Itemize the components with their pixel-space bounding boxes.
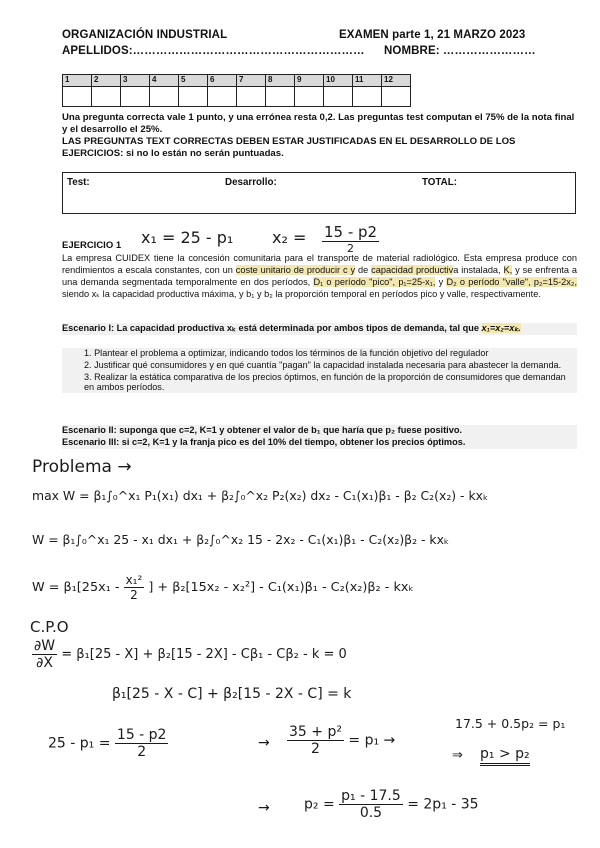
grid-label: 3 (121, 75, 150, 87)
score-box (62, 172, 576, 214)
grid-label: 8 (266, 75, 295, 87)
fraction-numerator: 15 - p2 (324, 223, 378, 241)
answer-cell[interactable] (150, 87, 179, 107)
grid-label: 10 (324, 75, 353, 87)
exercise-statement (62, 253, 577, 301)
handwritten-inequality: p₁ > p₂ (480, 746, 530, 766)
answer-cell[interactable] (237, 87, 266, 107)
grid-label: 12 (382, 75, 411, 87)
statement-text: y se enfrenta a una demanda segmentada temporalmente en dos períodos, (62, 264, 577, 287)
scenario-2: Escenario II: suponga que c=2, K=1 y obtener el valor de b₁ que haría que p₂ fuese positivo. (62, 425, 577, 437)
fraction-numerator: 15 - p2 (116, 727, 167, 743)
handwritten-cpo: C.P.O (30, 618, 69, 636)
fraction-denominator: 2 (347, 242, 355, 255)
scenario-1-highlight: x₁=x₂=xₖ. (481, 323, 521, 333)
exercise-title: EJERCICIO 1 (62, 240, 122, 251)
handwritten-p1-solution: 17.5 + 0.5p₂ = p₁ (455, 716, 566, 731)
expr-part: = β₁[25 - X] + β₂[15 - 2X] - Cβ₁ - Cβ₂ - k = 0 (61, 647, 347, 662)
fraction-denominator: 2 (130, 588, 138, 602)
grid-label: 1 (63, 75, 92, 87)
highlight-demand-peak: D₁ o período "pico", p₁=25-x₁, (313, 276, 436, 287)
handwritten-x2-fraction (322, 223, 379, 255)
implies-symbol: ⇒ (452, 748, 463, 763)
answer-cell[interactable] (92, 87, 121, 107)
handwritten-b-equation: β₁[25 - X - C] + β₂[15 - 2X - C] = k (112, 686, 352, 702)
handwritten-w-expanded (32, 573, 414, 602)
grid-label: 5 (179, 75, 208, 87)
statement-text: a instalada, (453, 264, 504, 275)
answer-cell[interactable] (382, 87, 411, 107)
grid-label: 11 (353, 75, 382, 87)
arrow-symbol: → (258, 800, 270, 816)
expr-part: = p₁ → (348, 732, 396, 749)
task-item: 2. Justificar qué consumidores y en qué cuantía "pagan" la capacidad instalada necesaria para abastecer la demanda. (84, 359, 562, 370)
score-test-label: Test: (67, 177, 90, 188)
answer-cell[interactable] (179, 87, 208, 107)
statement-text: de (355, 264, 372, 275)
expr-part: 25 - p₁ = (48, 735, 111, 752)
handwritten-p1-relation (287, 724, 395, 757)
statement-text: y (435, 276, 447, 287)
answer-cell[interactable] (266, 87, 295, 107)
fraction-denominator: 2 (311, 741, 320, 757)
course-title: ORGANIZACIÓN INDUSTRIAL (62, 29, 228, 41)
handwritten-derivative (32, 638, 347, 671)
score-total-label: TOTAL: (422, 177, 458, 188)
scenario-3: Escenario III: si c=2, K=1 y la franja pico es del 10% del tiempo, obtener los precios óptimos. (62, 437, 577, 449)
fraction-denominator: ∂X (36, 655, 53, 671)
expr-part: W = β₁[25x₁ - (32, 580, 120, 595)
answer-cell[interactable] (63, 87, 92, 107)
fraction-numerator: p₁ - 17.5 (341, 788, 401, 804)
exam-title: EXAMEN parte 1, 21 MARZO 2023 (339, 29, 526, 41)
answer-grid (62, 74, 411, 107)
expr-part: ] + β₂[15x₂ - x₂²] - C₁(x₁)β₁ - C₂(x₂)β₂ - kxₖ (148, 580, 414, 595)
answer-cell[interactable] (295, 87, 324, 107)
fraction-denominator: 0.5 (359, 805, 383, 821)
expr-part: = 2p₁ - 35 (407, 796, 479, 813)
name-field: NOMBRE: …………………… (384, 45, 536, 57)
scenario-1 (62, 323, 577, 335)
handwritten-w-integral: W = β₁∫₀^x₁ 25 - x₁ dx₁ + β₂∫₀^x₂ 15 - 2x₂ - C₁(x₁)β₁ - C₂(x₂)β₂ - kxₖ (32, 532, 450, 547)
answer-cell[interactable] (121, 87, 150, 107)
grid-label: 7 (237, 75, 266, 87)
grid-label: 4 (150, 75, 179, 87)
statement-text: siendo xₖ la capacidad productiva máxima, y b₁ y b₂ la proporción temporal en períodos pico y valle, respectivamente. (62, 288, 541, 299)
highlight-k: K, (503, 264, 513, 275)
score-dev-label: Desarrollo: (225, 177, 277, 188)
grid-label: 9 (295, 75, 324, 87)
arrow-symbol: → (258, 735, 270, 751)
justification-rules: LAS PREGUNTAS TEXT CORRECTAS DEBEN ESTAR JUSTIFICADAS EN EL DESARROLLO DE LOS EJERCICIOS: si no lo están no serán puntuadas. (62, 136, 516, 159)
handwritten-x1: x₁ = 25 - p₁ (141, 228, 234, 247)
task-list (62, 348, 577, 393)
answer-cell[interactable] (324, 87, 353, 107)
handwritten-x2-label: x₂ = (272, 228, 307, 247)
grid-label: 6 (208, 75, 237, 87)
answer-cell[interactable] (353, 87, 382, 107)
scoring-rules: Una pregunta correcta vale 1 punto, y una errónea resta 0,2. Las preguntas test computan el 75% de la nota final y el desarrollo el 25%. (62, 112, 575, 135)
answer-cell[interactable] (208, 87, 237, 107)
statement-text: La empresa CUIDEX tiene la concesión comunitaria para el transporte de material radiológico. Esta empresa produce con rendimientos a escala constantes, con un (62, 253, 577, 275)
task-item: 1. Plantear el problema a optimizar, indicando todos los términos de la función objetivo del regulador (84, 348, 489, 358)
highlight-unit-cost: coste unitario de producir c y (235, 264, 356, 275)
handwritten-p2-solution (304, 788, 479, 821)
expr-part: p₂ = (304, 796, 335, 813)
answer-grid-cells (63, 87, 411, 107)
answer-grid-labels (63, 75, 411, 87)
highlight-capacity: capacidad productiv (371, 264, 454, 275)
handwritten-price-relation (48, 727, 168, 760)
surnames-field: APELLIDOS:…………………………………………………… (62, 45, 365, 57)
scenario-1-text: Escenario I: La capacidad productiva xₖ está determinada por ambos tipos de demanda, tal que (62, 323, 479, 333)
handwritten-max-w: max W = β₁∫₀^x₁ P₁(x₁) dx₁ + β₂∫₀^x₂ P₂(x₂) dx₂ - C₁(x₁)β₁ - β₂ C₂(x₂) - kxₖ (32, 488, 489, 503)
handwritten-problema: Problema → (32, 457, 132, 477)
fraction-numerator: ∂W (34, 638, 56, 654)
task-item: 3. Realizar la estática comparativa de los precios óptimos, en función de la proporción de consumidores que demandan en ambos períodos. (84, 371, 566, 393)
fraction-numerator: x₁² (125, 573, 143, 587)
highlight-demand-valley: D₂ o período "valle", p₂=15-2x₂, (446, 276, 577, 287)
grid-label: 2 (92, 75, 121, 87)
fraction-numerator: 35 + p² (289, 724, 342, 740)
fraction-denominator: 2 (137, 744, 147, 760)
